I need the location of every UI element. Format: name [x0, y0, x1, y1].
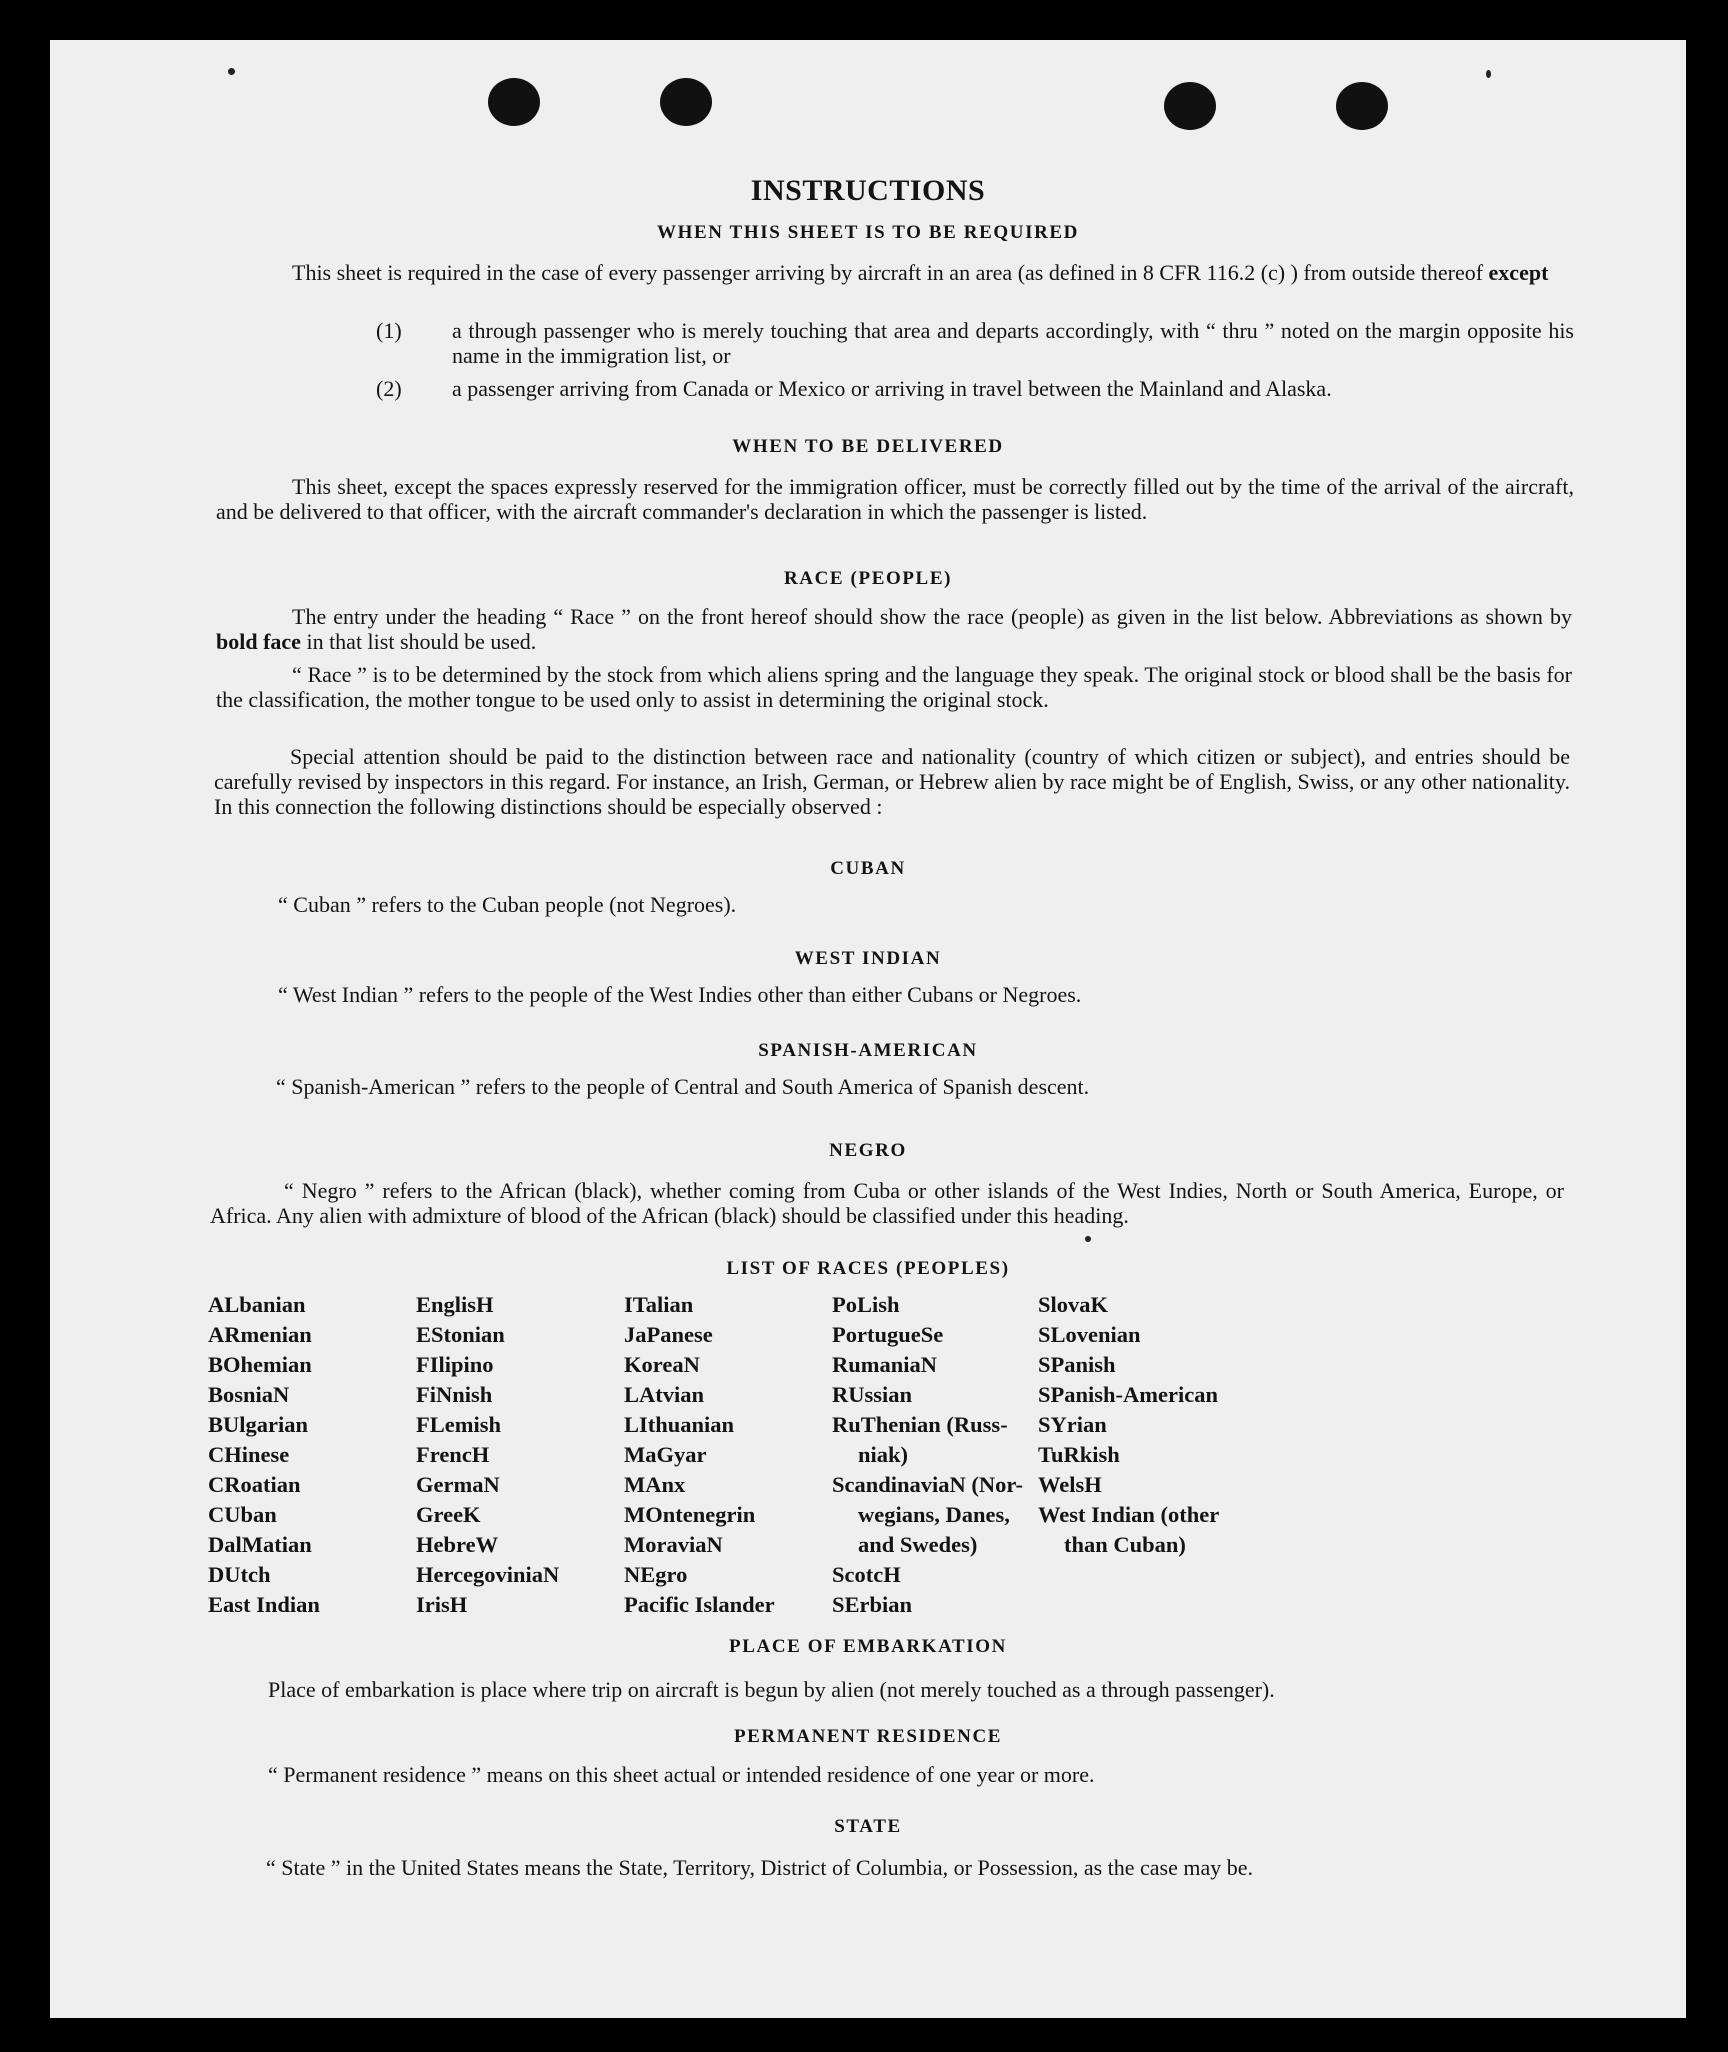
race-item: EStonian — [416, 1322, 505, 1347]
race-column-3 — [624, 1290, 775, 1620]
race-item: IrisH — [416, 1592, 468, 1617]
race-item: LIthuanian — [624, 1412, 735, 1437]
race-p1-before: The entry under the heading “ Race ” on the front hereof should show the race (people) as given in the list below. Abbreviations as shown by — [292, 604, 1572, 629]
race-item: MOntenegrin — [624, 1502, 756, 1527]
race-column-4 — [832, 1290, 1023, 1620]
heading-cuban: CUBAN — [830, 858, 906, 879]
race-item: NEgro — [624, 1562, 688, 1587]
race-item: MaGyar — [624, 1442, 707, 1467]
race-item: CHinese — [208, 1442, 290, 1467]
heading-west-indian: WEST INDIAN — [794, 948, 942, 969]
heading-list-of-races: LIST OF RACES (PEOPLES) — [726, 1258, 1010, 1279]
required-item-1 — [376, 318, 1574, 368]
race-item: MoraviaN — [624, 1532, 723, 1557]
race-item: HercegoviniaN — [416, 1562, 560, 1587]
race-item: East Indian — [208, 1592, 320, 1617]
race-item: TuRkish — [1038, 1442, 1120, 1467]
race-item: SPanish — [1038, 1352, 1116, 1377]
race-item: DUtch — [208, 1562, 271, 1587]
race-item: ITalian — [624, 1292, 694, 1317]
race-item: CRoatian — [208, 1472, 301, 1497]
heading-race: RACE (PEOPLE) — [783, 568, 953, 589]
race-item: DalMatian — [208, 1532, 312, 1557]
when-required-intro — [216, 260, 1574, 285]
race-item: MAnx — [624, 1472, 686, 1497]
state-text: “ State ” in the United States means the State, Territory, District of Columbia, or Possession, as the case may be. — [266, 1855, 1254, 1880]
cuban-text: “ Cuban ” refers to the Cuban people (not Negroes). — [278, 892, 737, 917]
page-title: INSTRUCTIONS — [750, 174, 986, 207]
race-item: SlovaK — [1038, 1292, 1109, 1317]
required-item-2 — [376, 376, 1574, 401]
race-item: LAtvian — [624, 1382, 705, 1407]
item-number: (2) — [376, 376, 402, 401]
race-item: niak) — [858, 1442, 909, 1467]
race-item: BUlgarian — [208, 1412, 309, 1437]
race-item: Pacific Islander — [624, 1592, 775, 1617]
race-item: ARmenian — [208, 1322, 312, 1347]
race-item: GreeK — [416, 1502, 481, 1527]
race-column-5 — [1038, 1290, 1219, 1560]
document-sheet — [50, 40, 1686, 2018]
race-item: BosniaN — [208, 1382, 290, 1407]
heading-when-delivered: WHEN TO BE DELIVERED — [732, 436, 1004, 457]
negro-text: “ Negro ” refers to the African (black), whether coming from Cuba or other islands of the West Indies, North or South America, Europe, or Africa. Any alien with admixture of blood of the African (black) should be classified under this heading. — [210, 1178, 1564, 1228]
race-item: RuThenian (Russ- — [832, 1412, 1008, 1437]
item-text: a through passenger who is merely touching that area and departs accordingly, with “ thru ” noted on the margin opposite his name in the immigration list, or — [452, 318, 1574, 368]
race-item: SPanish-American — [1038, 1382, 1218, 1407]
race-item: and Swedes) — [858, 1532, 978, 1557]
race-item: RUssian — [832, 1382, 913, 1407]
race-item: ScotcH — [832, 1562, 901, 1587]
page-content — [50, 40, 1686, 2018]
race-item: ScandinaviaN (Nor- — [832, 1472, 1024, 1497]
heading-embarkation: PLACE OF EMBARKATION — [729, 1636, 1007, 1657]
race-item: West Indian (other — [1038, 1502, 1220, 1527]
race-item: JaPanese — [624, 1322, 713, 1347]
race-item: SLovenian — [1038, 1322, 1141, 1347]
race-item: HebreW — [416, 1532, 499, 1557]
heading-residence: PERMANENT RESIDENCE — [733, 1726, 1003, 1747]
race-item: PortugueSe — [832, 1322, 944, 1347]
race-p1-after: in that list should be used. — [306, 629, 537, 654]
race-item: WelsH — [1038, 1472, 1102, 1497]
intro-text: This sheet is required in the case of every passenger arriving by aircraft in an area (as defined in 8 CFR 116.2 (c) ) from outside thereof — [292, 260, 1484, 285]
race-item: FrencH — [416, 1442, 490, 1467]
race-item: KoreaN — [624, 1352, 700, 1377]
embarkation-text: Place of embarkation is place where trip on aircraft is begun by alien (not merely touched as a through passenger). — [268, 1677, 1275, 1702]
race-column-2 — [416, 1290, 559, 1620]
race-item: FiNnish — [416, 1382, 493, 1407]
race-item: PoLish — [832, 1292, 900, 1317]
race-item: FIlipino — [416, 1352, 494, 1377]
race-item: SYrian — [1038, 1412, 1107, 1437]
race-item: EnglisH — [416, 1292, 494, 1317]
race-column-1 — [208, 1290, 320, 1620]
race-paragraph-3: Special attention should be paid to the distinction between race and nationality (country of which citizen or subject), and entries should be carefully revised by inspectors in this regard. For instance, an Irish, German, or Hebrew alien by race might be of English, Swiss, or any other nationality. In this connection the following distinctions should be especially observed : — [214, 744, 1570, 819]
race-item: wegians, Danes, — [858, 1502, 1010, 1527]
item-text: a passenger arriving from Canada or Mexico or arriving in travel between the Mainland and Alaska. — [452, 376, 1332, 401]
race-item: GermaN — [416, 1472, 500, 1497]
race-paragraph-2: “ Race ” is to be determined by the stock from which aliens spring and the language they speak. The original stock or blood shall be the basis for the classification, the mother tongue to be used only to assist in determining the original stock. — [216, 662, 1572, 712]
spanish-american-text: “ Spanish-American ” refers to the people of Central and South America of Spanish descent. — [276, 1074, 1090, 1099]
race-item: SErbian — [832, 1592, 913, 1617]
intro-emphasis: except — [1488, 260, 1549, 285]
race-item: FLemish — [416, 1412, 502, 1437]
west-indian-text: “ West Indian ” refers to the people of the West Indies other than either Cubans or Negroes. — [278, 982, 1082, 1007]
heading-spanish-american: SPANISH-AMERICAN — [758, 1040, 978, 1061]
item-number: (1) — [376, 318, 402, 343]
race-item: ALbanian — [208, 1292, 306, 1317]
race-item: than Cuban) — [1064, 1532, 1186, 1557]
heading-when-required: WHEN THIS SHEET IS TO BE REQUIRED — [656, 222, 1080, 243]
when-delivered-text: This sheet, except the spaces expressly reserved for the immigration officer, must be correctly filled out by the time of the arrival of the aircraft, and be delivered to that officer, with the aircraft commander's declaration in which the passenger is listed. — [216, 474, 1574, 524]
race-p1-bold: bold face — [216, 629, 301, 654]
heading-state: STATE — [834, 1816, 902, 1837]
race-item: CUban — [208, 1502, 277, 1527]
residence-text: “ Permanent residence ” means on this sheet actual or intended residence of one year or more. — [268, 1762, 1095, 1787]
race-item: RumaniaN — [832, 1352, 938, 1377]
race-item: BOhemian — [208, 1352, 312, 1377]
race-paragraph-1 — [216, 604, 1572, 654]
heading-negro: NEGRO — [829, 1140, 907, 1161]
